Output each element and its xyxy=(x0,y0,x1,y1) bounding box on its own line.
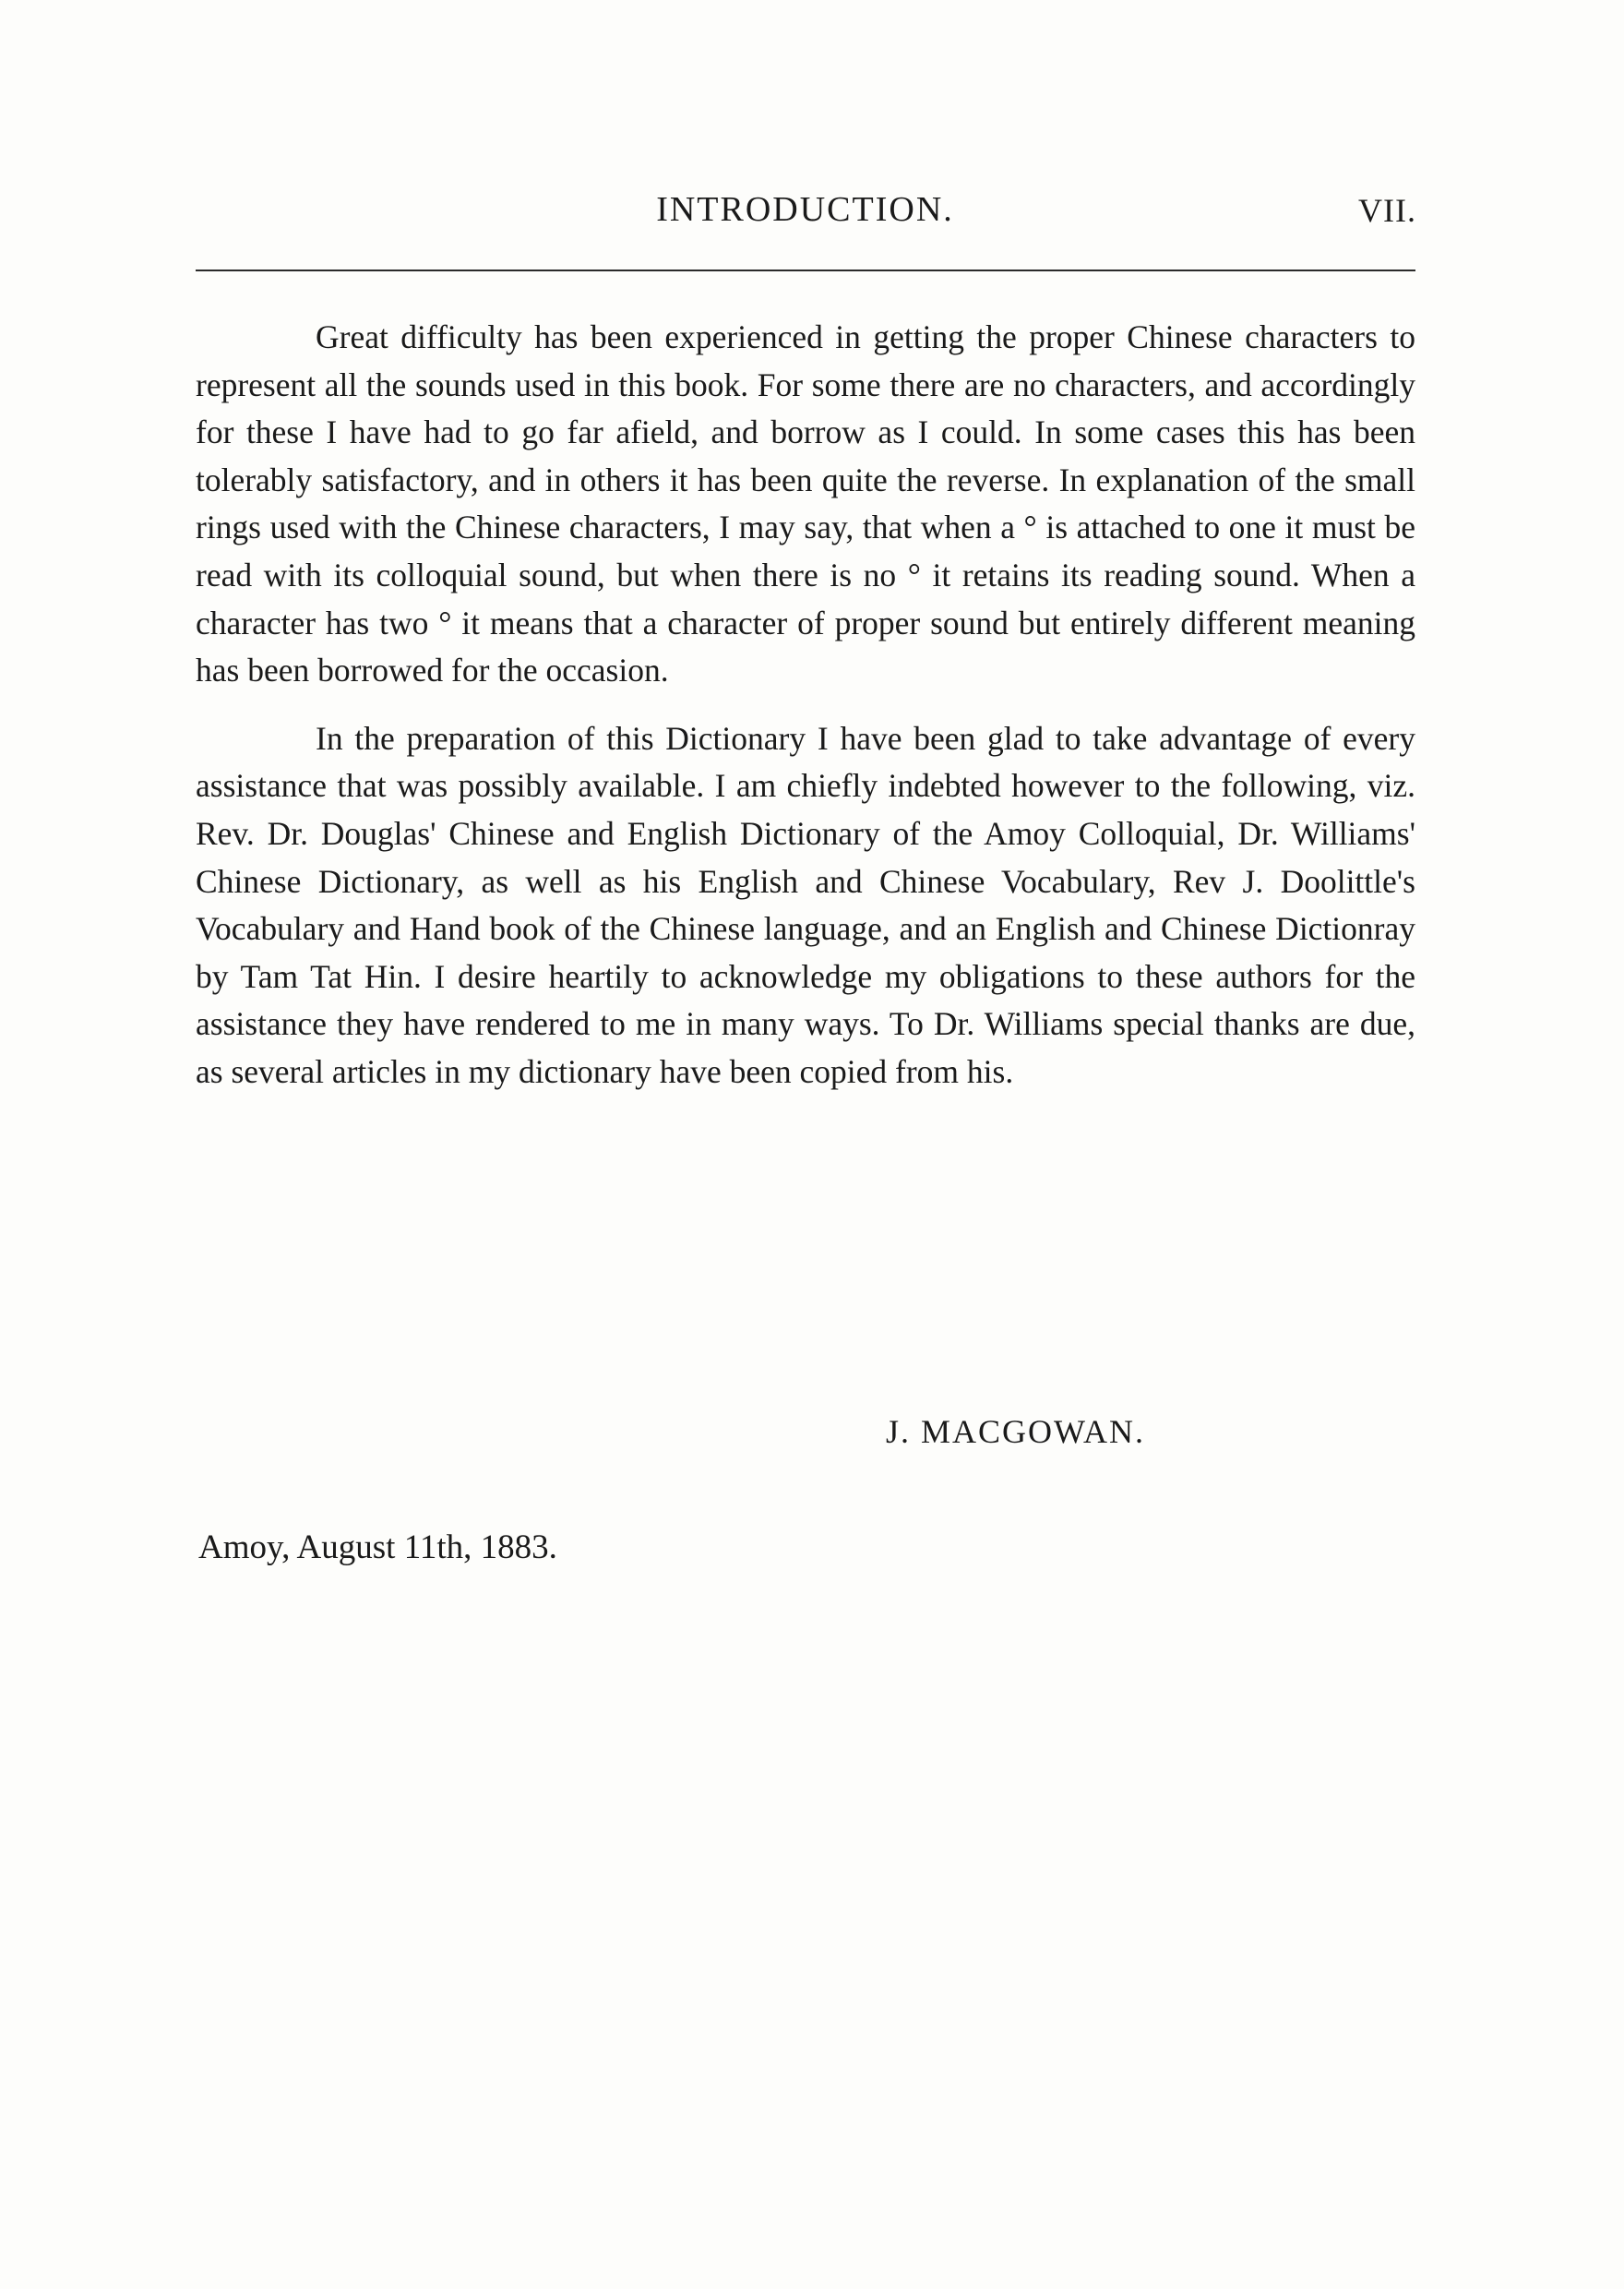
body-text xyxy=(196,314,1415,1097)
dateline: Amoy, August 11th, 1883. xyxy=(198,1528,557,1566)
running-title: INTRODUCTION. xyxy=(656,190,954,229)
page-number: VII. xyxy=(1358,192,1416,229)
paragraph-2: In the preparation of this Dictionary I have been glad to take advantage of every assistance that was possibly available. I am chiefly indebted however to the following, viz. Rev. Dr. Douglas' Chinese and English Dictionary of the Amoy Colloquial, Dr. Williams' Chinese Dictionary, as well as his English and Chinese Vocabulary, Rev J. Doolittle's Vocabulary and Hand book of the Chinese language, and an English and Chinese Dictionray by Tam Tat Hin. I desire heartily to acknowledge my obligations to these authors for the assistance they have rendered to me in many ways. To Dr. Williams special thanks are due, as several articles in my dictionary have been copied from his. xyxy=(196,719,1415,1090)
header-rule xyxy=(196,270,1415,271)
signature: J. MACGOWAN. xyxy=(886,1413,1146,1450)
paragraph-1: Great difficulty has been experienced in getting the proper Chinese characters to represent all the sounds used in this book. For some there are no characters, and accordingly for these I have had to go far afield, and borrow as I could. In some cases this has been tolerably satisfactory, and in others it has been quite the reverse. In explanation of the small rings used with the Chinese characters, I may say, that when a ° is attached to one it must be read with its colloquial sound, but when there is no ° it retains its reading sound. When a character has two ° it means that a character of proper sound but entirely different meaning has been borrowed for the occasion. xyxy=(196,318,1415,689)
running-head xyxy=(194,189,1416,235)
